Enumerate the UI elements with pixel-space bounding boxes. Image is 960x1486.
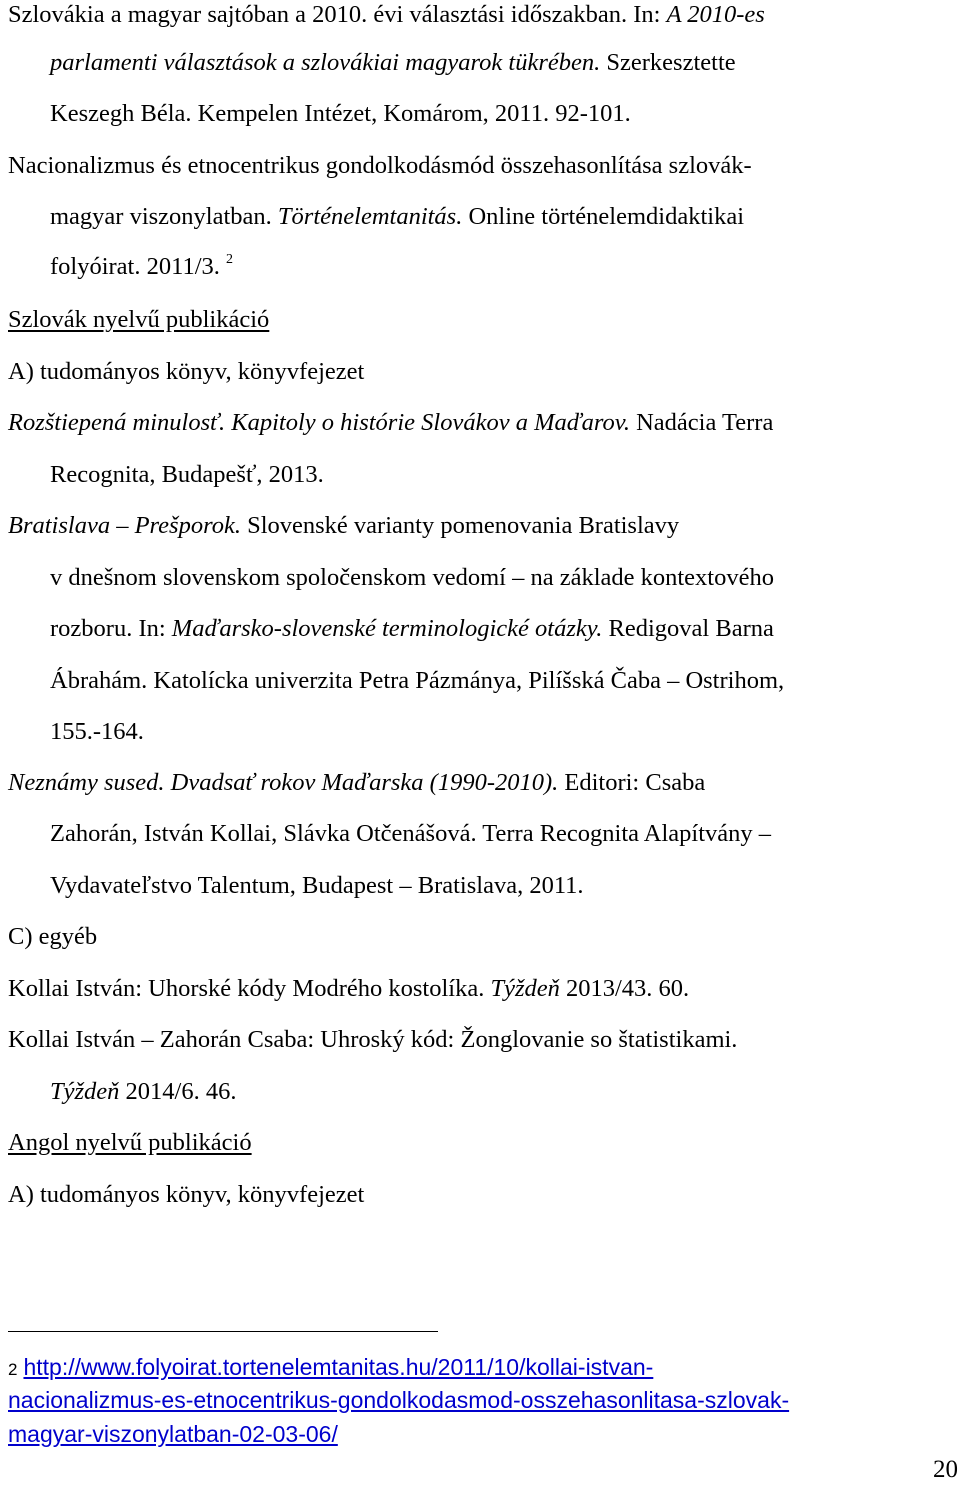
ref-text: Recognita, Budapešť, 2013. xyxy=(50,461,324,488)
ref-title: Neznámy sused. Dvadsať rokov Maďarska (1990-2010). xyxy=(8,769,559,796)
section-heading-slovak: Szlovák nyelvű publikáció xyxy=(8,306,270,333)
subsection-heading: A) tudományos könyv, könyvfejezet xyxy=(8,358,365,385)
ref-line xyxy=(50,819,771,849)
ref-text: folyóirat. 2011/3. xyxy=(50,253,220,280)
footnote-link[interactable]: http://www.folyoirat.tortenelemtanitas.hu/2011/10/kollai-istvan- xyxy=(23,1354,654,1380)
ref-text: Ábrahám. Katolícka univerzita Petra Pázmánya, Pilíšská Čaba – Ostrihom, xyxy=(50,667,785,694)
ref-line xyxy=(8,511,679,541)
ref-text: 2014/6. 46. xyxy=(119,1078,237,1105)
ref-text: v dnešnom slovenskom spoločenskom vedomí – na základe kontextového xyxy=(50,564,774,591)
ref-title: A 2010-es xyxy=(666,1,765,28)
ref-line xyxy=(50,1077,236,1107)
ref-text: 155.-164. xyxy=(50,718,144,745)
ref-text: Nacionalizmus és etnocentrikus gondolkodásmód összehasonlítása szlovák- xyxy=(8,152,752,179)
ref-text: Nadácia Terra xyxy=(629,409,774,436)
subsection-heading: A) tudományos könyv, könyvfejezet xyxy=(8,1181,365,1208)
footnote-line xyxy=(8,1385,789,1415)
ref-line xyxy=(50,202,744,232)
footnote-number: 2 xyxy=(8,1360,18,1379)
ref-title: Maďarsko-slovenské terminologické otázky. xyxy=(171,615,603,642)
ref-text: 2013/43. 60. xyxy=(559,975,690,1002)
footnote-line xyxy=(8,1419,338,1449)
page-number: 20 xyxy=(933,1456,958,1483)
ref-line xyxy=(50,460,324,490)
ref-text: Keszegh Béla. Kempelen Intézet, Komárom, 2011. 92-101. xyxy=(50,100,631,127)
ref-text: Editori: Csaba xyxy=(558,769,706,796)
ref-line xyxy=(50,871,584,901)
ref-line xyxy=(8,1025,737,1055)
ref-text: magyar viszonylatban. xyxy=(50,203,278,230)
ref-line xyxy=(8,0,765,30)
ref-text: Szlovákia a magyar sajtóban a 2010. évi választási időszakban. In: xyxy=(8,1,667,28)
ref-text: Szerkesztette xyxy=(600,49,736,76)
ref-text: Slovenské varianty pomenovania Bratislavy xyxy=(240,512,680,539)
ref-line xyxy=(50,252,233,282)
ref-line xyxy=(50,614,774,644)
ref-line xyxy=(8,974,689,1004)
ref-text: Kollai István – Zahorán Csaba: Uhroský kód: Žonglovanie so štatistikami. xyxy=(8,1026,738,1053)
ref-line xyxy=(50,717,144,747)
ref-line xyxy=(50,99,631,129)
subsection-heading: C) egyéb xyxy=(8,923,98,950)
footnote-line xyxy=(8,1352,653,1385)
ref-text: Redigoval Barna xyxy=(602,615,774,642)
ref-text: Zahorán, István Kollai, Slávka Otčenášová. Terra Recognita Alapítvány – xyxy=(50,820,772,847)
ref-text: rozboru. In: xyxy=(50,615,172,642)
ref-text: Kollai István: Uhorské kódy Modrého kostolíka. xyxy=(8,975,491,1002)
ref-text: Online történelemdidaktikai xyxy=(462,203,745,230)
footnote-divider xyxy=(8,1331,438,1332)
ref-journal: Týždeň xyxy=(50,1078,120,1105)
footnote-link[interactable]: magyar-viszonylatban-02-03-06/ xyxy=(8,1421,338,1447)
ref-title: Bratislava – Prešporok. xyxy=(8,512,241,539)
ref-title: Rozštiepená minulosť. Kapitoly o histórie Slovákov a Maďarov. xyxy=(8,409,630,436)
ref-journal: Történelemtanitás. xyxy=(277,203,463,230)
footnote-link[interactable]: nacionalizmus-es-etnocentrikus-gondolkodasmod-osszehasonlitasa-szlovak- xyxy=(8,1387,790,1413)
ref-line xyxy=(8,768,705,798)
ref-line xyxy=(50,563,774,593)
ref-line xyxy=(50,666,784,696)
section-heading-english: Angol nyelvű publikáció xyxy=(8,1129,252,1156)
footnote-marker[interactable]: 2 xyxy=(226,251,234,267)
ref-title: parlamenti választások a szlovákiai magyarok tükrében. xyxy=(50,49,601,76)
ref-text: Vydavateľstvo Talentum, Budapest – Bratislava, 2011. xyxy=(50,872,584,899)
ref-journal: Týždeň xyxy=(490,975,560,1002)
ref-line xyxy=(50,48,736,78)
ref-line xyxy=(8,408,773,438)
ref-line xyxy=(8,151,752,181)
